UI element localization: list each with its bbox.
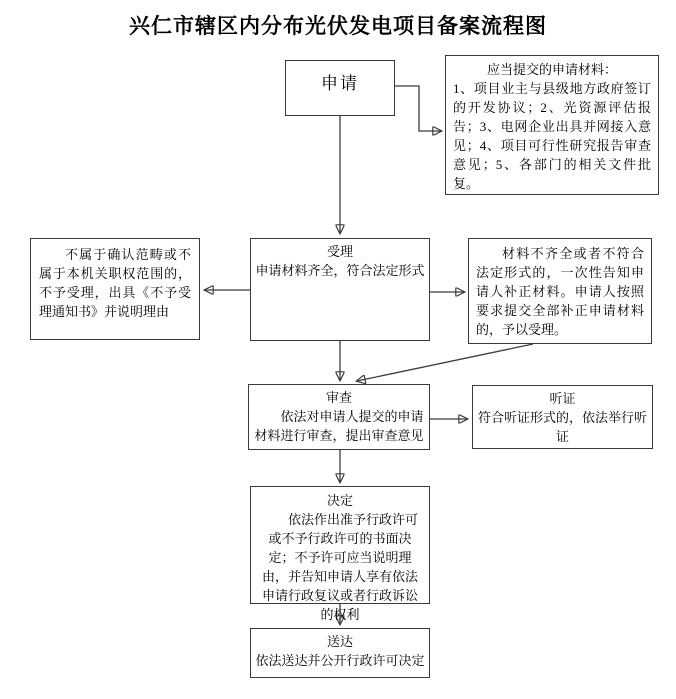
review-heading: 审查 bbox=[325, 390, 352, 405]
arrow-supplement-to-review bbox=[357, 344, 533, 381]
flow-node-hearing bbox=[472, 385, 653, 449]
flow-node-apply bbox=[285, 60, 395, 116]
delivery-heading: 送达 bbox=[326, 634, 353, 649]
hearing-body: 符合听证形式的，依法举行听证 bbox=[478, 410, 648, 444]
decision-body: 依法作出准予行政许可或不予行政许可的书面决定；不予许可应当说明理由，并告知申请人享有依法申请行政复议或者行政诉讼的权利 bbox=[261, 512, 418, 622]
flow-node-required-materials bbox=[445, 55, 659, 195]
hearing-heading: 听证 bbox=[549, 391, 576, 406]
flow-node-acceptance bbox=[250, 238, 430, 341]
supplement-body: 材料不齐全或者不符合法定形式的，一次性告知申请人补正材料。申请人按照要求提交全部补正申请材料的，予以受理。 bbox=[476, 246, 644, 337]
materials-heading: 应当提交的申请材料： bbox=[486, 62, 617, 77]
flow-node-review bbox=[248, 384, 430, 450]
apply-label: 申请 bbox=[321, 74, 359, 93]
page-title: 兴仁市辖区内分布光伏发电项目备案流程图 bbox=[129, 14, 547, 38]
accept-heading: 受理 bbox=[326, 244, 353, 259]
materials-body: 1、项目业主与县级地方政府签订的开发协议；2、光资源评估报告；3、电网企业出具并网接入意见；4、项目可行性研究报告审查意见；5、各部门的相关文件批复。 bbox=[453, 81, 651, 191]
reject-body: 不属于确认范畴或不属于本机关职权范围的，不予受理，出具《不予受理通知书》并说明理由 bbox=[39, 247, 191, 319]
flow-node-delivery bbox=[250, 628, 430, 678]
flow-node-supplement-materials bbox=[468, 238, 652, 344]
delivery-body: 依法送达并公开行政许可决定 bbox=[255, 653, 425, 668]
review-body: 依法对申请人提交的申请材料进行审查，提出审查意见 bbox=[254, 409, 424, 443]
flow-node-not-accepted bbox=[30, 238, 200, 340]
decision-heading: 决定 bbox=[326, 493, 353, 508]
accept-body: 申请材料齐全，符合法定形式 bbox=[255, 263, 425, 278]
arrow-apply-to-materials bbox=[395, 86, 441, 131]
flow-node-decision bbox=[250, 486, 430, 622]
